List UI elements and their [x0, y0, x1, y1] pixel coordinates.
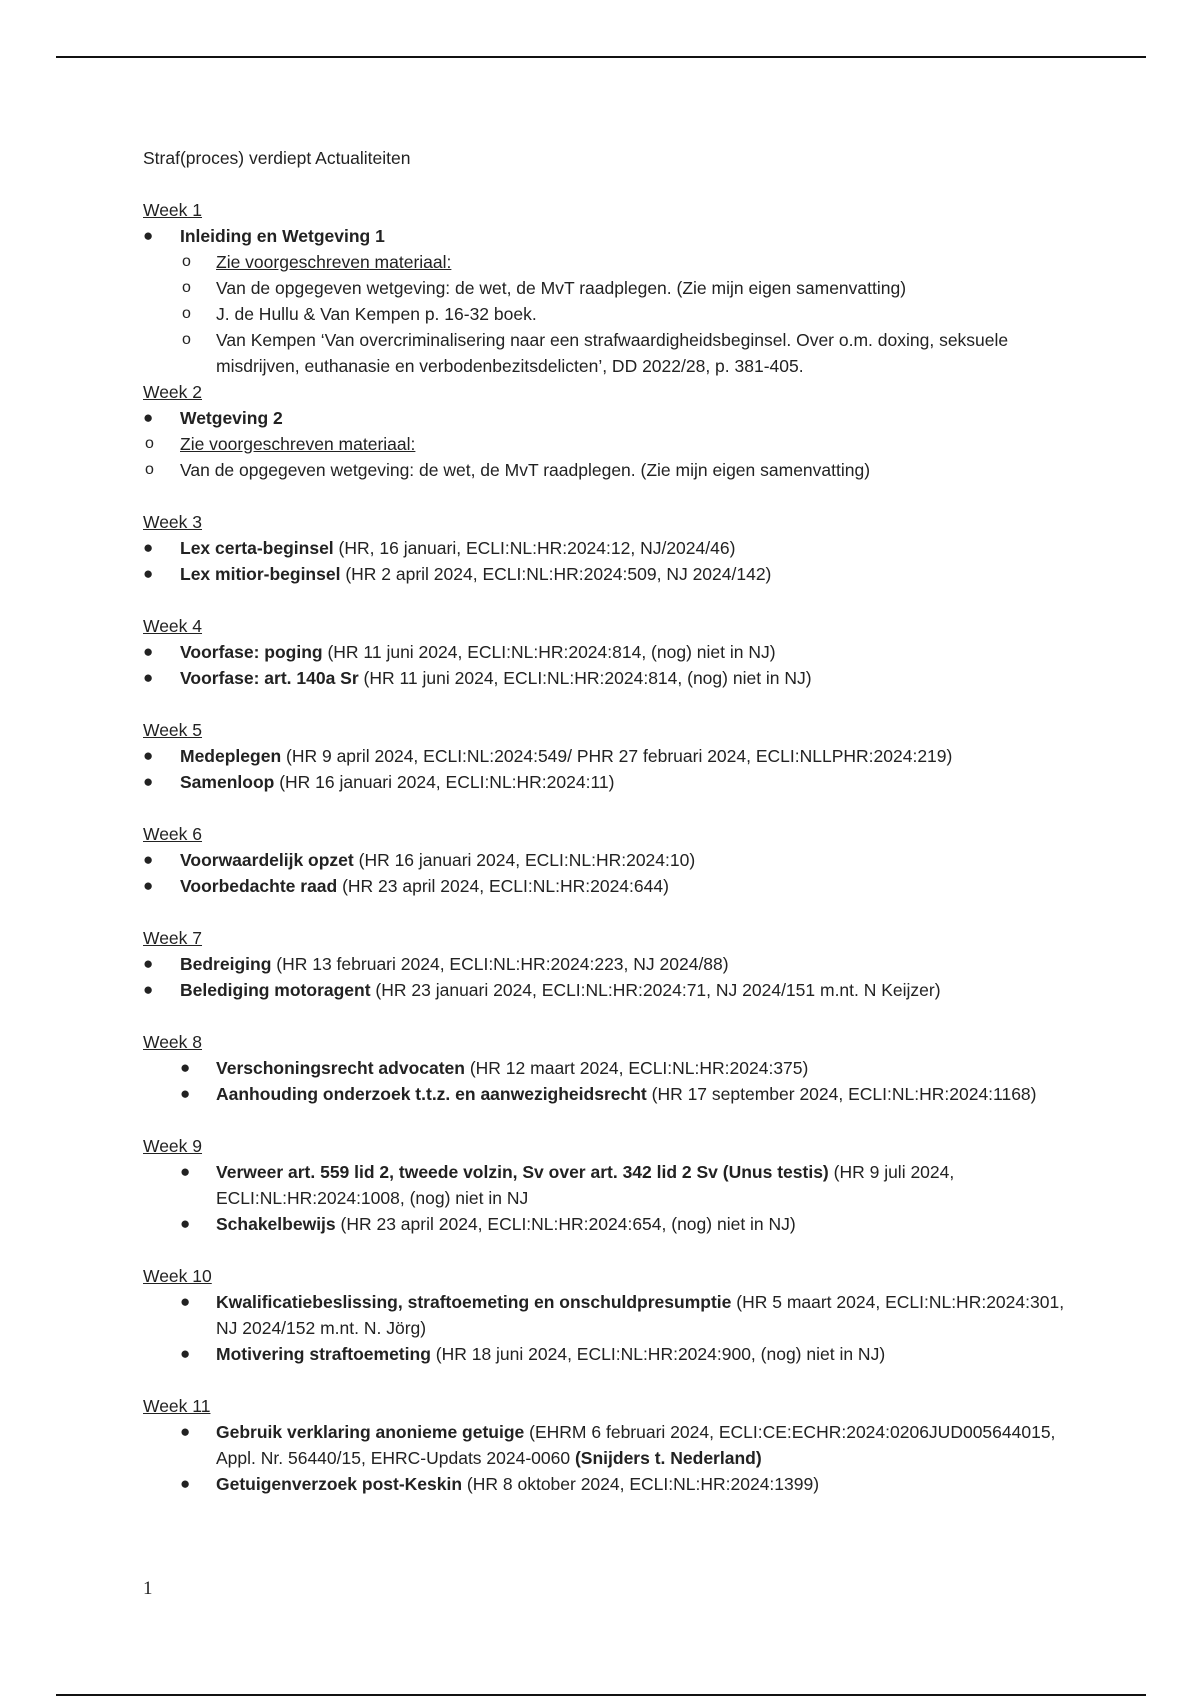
circle-bullet-icon: o [182, 331, 191, 348]
list-subitem: o Zie voorgeschreven materiaal: [143, 431, 1073, 457]
week-heading: Week 2 [143, 382, 203, 402]
list-item: ● Aanhouding onderzoek t.t.z. en aanwezigheidsrecht (HR 17 september 2024, ECLI:NL:HR:2024:1168) [143, 1081, 1073, 1107]
bullet-icon: ● [180, 1214, 191, 1233]
list-item: ● Voorwaardelijk opzet (HR 16 januari 2024, ECLI:NL:HR:2024:10) [143, 847, 1073, 873]
bullet-icon: ● [143, 564, 154, 583]
circle-bullet-icon: o [145, 435, 154, 452]
week-heading: Week 3 [143, 512, 203, 532]
list-item: ● Wetgeving 2 [143, 405, 1073, 431]
circle-bullet-icon: o [145, 461, 154, 478]
document-body [143, 145, 1073, 1497]
list-item: ● Voorfase: art. 140a Sr (HR 11 juni 2024, ECLI:NL:HR:2024:814, (nog) niet in NJ) [143, 665, 1073, 691]
list-subitem: o Zie voorgeschreven materiaal: [143, 249, 1073, 275]
list-subitem: o Van Kempen ‘Van overcriminalisering naar een strafwaardigheidsbeginsel. Over o.m. doxing, seksuele misdrijven, euthanasie en verbodenbezitsdelicten’, DD 2022/28, p. 381-405. [143, 327, 1073, 379]
list-item: ● Samenloop (HR 16 januari 2024, ECLI:NL:HR:2024:11) [143, 769, 1073, 795]
top-rule [56, 56, 1146, 58]
bullet-icon: ● [180, 1344, 191, 1363]
circle-bullet-icon: o [182, 305, 191, 322]
list-item: ● Bedreiging (HR 13 februari 2024, ECLI:NL:HR:2024:223, NJ 2024/88) [143, 951, 1073, 977]
week-heading: Week 1 [143, 200, 203, 220]
bullet-icon: ● [143, 850, 154, 869]
page-number: 1 [143, 1578, 153, 1599]
list-item: ● Medeplegen (HR 9 april 2024, ECLI:NL:2024:549/ PHR 27 februari 2024, ECLI:NLLPHR:2024:219) [143, 743, 1073, 769]
week-heading: Week 5 [143, 720, 203, 740]
list-subitem: o Van de opgegeven wetgeving: de wet, de MvT raadplegen. (Zie mijn eigen samenvatting) [143, 275, 1073, 301]
bottom-rule [56, 1694, 1146, 1696]
list-item: ● Voorfase: poging (HR 11 juni 2024, ECLI:NL:HR:2024:814, (nog) niet in NJ) [143, 639, 1073, 665]
bullet-icon: ● [143, 980, 154, 999]
bullet-icon: ● [180, 1162, 191, 1181]
list-item: ● Inleiding en Wetgeving 1 [143, 223, 1073, 249]
list-item: ● Kwalificatiebeslissing, straftoemeting en onschuldpresumptie (HR 5 maart 2024, ECLI:NL:HR:2024:301, NJ 2024/152 m.nt. N. Jörg) [143, 1289, 1073, 1341]
list-item: ● Verweer art. 559 lid 2, tweede volzin, Sv over art. 342 lid 2 Sv (Unus testis) (HR 9 juli 2024, ECLI:NL:HR:2024:1008, (nog) niet in NJ [143, 1159, 1073, 1211]
list-item: ● Verschoningsrecht advocaten (HR 12 maart 2024, ECLI:NL:HR:2024:375) [143, 1055, 1073, 1081]
list-item: ● Schakelbewijs (HR 23 april 2024, ECLI:NL:HR:2024:654, (nog) niet in NJ) [143, 1211, 1073, 1237]
week-heading: Week 10 [143, 1266, 212, 1286]
bullet-icon: ● [180, 1058, 191, 1077]
bullet-icon: ● [143, 772, 154, 791]
week-heading: Week 7 [143, 928, 203, 948]
list-item: ● Getuigenverzoek post-Keskin (HR 8 oktober 2024, ECLI:NL:HR:2024:1399) [143, 1471, 1073, 1497]
circle-bullet-icon: o [182, 279, 191, 296]
document-title: Straf(proces) verdiept Actualiteiten [143, 148, 411, 168]
list-item: ● Lex certa-beginsel (HR, 16 januari, ECLI:NL:HR:2024:12, NJ/2024/46) [143, 535, 1073, 561]
bullet-icon: ● [180, 1474, 191, 1493]
list-item: ● Motivering straftoemeting (HR 18 juni 2024, ECLI:NL:HR:2024:900, (nog) niet in NJ) [143, 1341, 1073, 1367]
list-item: ● Gebruik verklaring anonieme getuige (EHRM 6 februari 2024, ECLI:CE:ECHR:2024:0206JUD005644015, Appl. Nr. 56440/15, EHRC-Updats 2024-0060 (Snijders t. Nederland) [143, 1419, 1073, 1471]
week-heading: Week 4 [143, 616, 203, 636]
week-heading: Week 9 [143, 1136, 203, 1156]
list-subitem: o Van de opgegeven wetgeving: de wet, de MvT raadplegen. (Zie mijn eigen samenvatting) [143, 457, 1073, 483]
bullet-icon: ● [143, 954, 154, 973]
week-heading: Week 11 [143, 1396, 211, 1416]
week-heading: Week 8 [143, 1032, 203, 1052]
bullet-icon: ● [143, 642, 154, 661]
circle-bullet-icon: o [182, 253, 191, 270]
list-subitem: o J. de Hullu & Van Kempen p. 16-32 boek. [143, 301, 1073, 327]
bullet-icon: ● [180, 1292, 191, 1311]
list-item: ● Lex mitior-beginsel (HR 2 april 2024, ECLI:NL:HR:2024:509, NJ 2024/142) [143, 561, 1073, 587]
list-item: ● Voorbedachte raad (HR 23 april 2024, ECLI:NL:HR:2024:644) [143, 873, 1073, 899]
bullet-icon: ● [143, 538, 154, 557]
bullet-icon: ● [180, 1084, 191, 1103]
bullet-icon: ● [143, 226, 154, 245]
bullet-icon: ● [143, 876, 154, 895]
bullet-icon: ● [180, 1422, 191, 1441]
list-item: ● Belediging motoragent (HR 23 januari 2024, ECLI:NL:HR:2024:71, NJ 2024/151 m.nt. N Keijzer) [143, 977, 1073, 1003]
bullet-icon: ● [143, 668, 154, 687]
week-heading: Week 6 [143, 824, 203, 844]
bullet-icon: ● [143, 408, 154, 427]
bullet-icon: ● [143, 746, 154, 765]
